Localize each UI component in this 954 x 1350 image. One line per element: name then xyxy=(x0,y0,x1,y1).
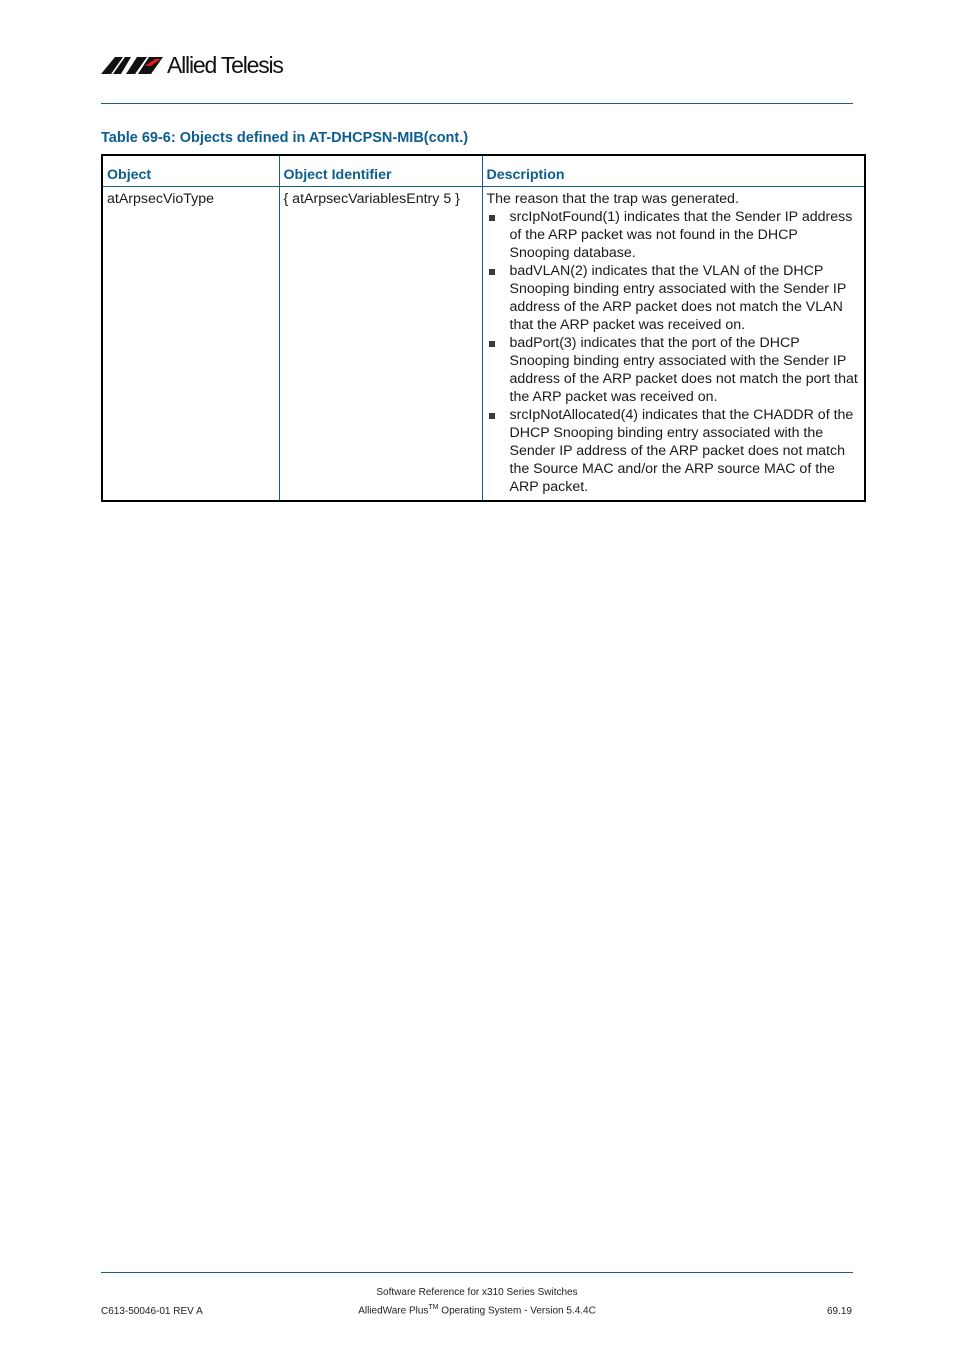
description-intro: The reason that the trap was generated. xyxy=(486,190,739,207)
footer-doc-id: C613-50046-01 REV A xyxy=(101,1306,203,1317)
description-cell xyxy=(482,186,865,501)
logo-text: Allied Telesis xyxy=(167,52,283,78)
trademark-mark: TM xyxy=(428,1304,439,1311)
square-bullet-icon xyxy=(489,215,495,221)
footer-title: Software Reference for x310 Series Switches xyxy=(376,1287,578,1298)
description-bullet-list xyxy=(487,208,861,496)
footer-os-version: Operating System - Version 5.4.4C xyxy=(438,1305,596,1317)
footer-page-number: 69.19 xyxy=(826,1306,852,1317)
header-rule xyxy=(101,103,853,104)
bullet-text: badPort(3) indicates that the port of the DHCP Snooping binding entry associated with the Sender IP address of the ARP packet does not match the port that the ARP packet was received on. xyxy=(509,334,858,405)
bullet-text: srcIpNotFound(1) indicates that the Sender IP address of the ARP packet was not found in the DHCP Snooping database. xyxy=(509,208,853,261)
square-bullet-icon xyxy=(489,413,495,419)
column-header-object-identifier: Object Identifier xyxy=(279,155,482,186)
allied-telesis-logo xyxy=(101,52,283,78)
logo-mark-icon xyxy=(101,55,163,75)
bullet-text: srcIpNotAllocated(4) indicates that the CHADDR of the DHCP Snooping binding entry associated with the Sender IP address of the ARP packet does not match the Source MAC and/or the ARP source MAC of the ARP packet. xyxy=(509,406,854,495)
table-header-row xyxy=(102,155,865,186)
square-bullet-icon xyxy=(489,269,495,275)
square-bullet-icon xyxy=(489,341,495,347)
list-item xyxy=(487,262,861,334)
table-row xyxy=(102,186,865,501)
list-item xyxy=(487,406,861,496)
bullet-text: badVLAN(2) indicates that the VLAN of the DHCP Snooping binding entry associated with the Sender IP address of the ARP packet does not match the VLAN that the ARP packet was received on. xyxy=(509,262,847,333)
list-item xyxy=(487,208,861,262)
list-item xyxy=(487,334,861,406)
object-cell: atArpsecVioType xyxy=(102,186,279,501)
column-header-object: Object xyxy=(102,155,279,186)
column-header-description: Description xyxy=(482,155,865,186)
footer-product: AlliedWare Plus xyxy=(358,1305,429,1317)
table-caption: Table 69-6: Objects defined in AT-DHCPSN-MIB(cont.) xyxy=(101,130,469,146)
footer-rule xyxy=(101,1272,853,1273)
mib-objects-table xyxy=(101,154,866,502)
object-identifier-cell: { atArpsecVariablesEntry 5 } xyxy=(279,186,482,501)
